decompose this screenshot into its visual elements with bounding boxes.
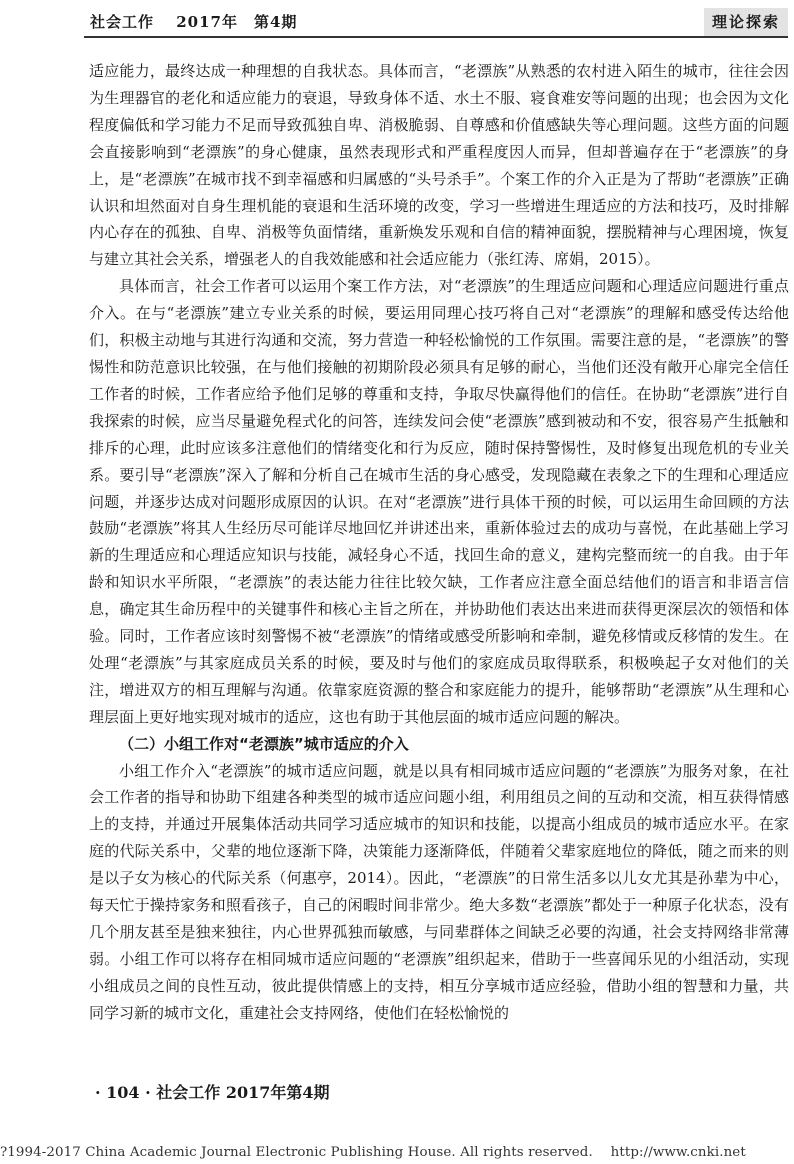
- copyright-line: ?1994-2017 China Academic Journal Electronic Publishing House. All rights reserved. http://www.cnki.net: [0, 1145, 746, 1160]
- paragraph-casework: 具体而言，社会工作者可以运用个案工作方法，对“老漂族”的生理适应问题和心理适应问题进行重点介入。在与“老漂族”建立专业关系的时候，要运用同理心技巧将自己对“老漂族”的理解和感受传达给他们，积极主动地与其进行沟通和交流，努力营造一种轻松愉悦的工作氛围。需要注意的是，“老漂族”的警惕性和防范意识比较强，在与他们接触的初期阶段必须具有足够的耐心，当他们还没有敞开心扉完全信任工作者的时候，工作者应给予他们足够的尊重和支持，争取尽快赢得他们的信任。在协助“老漂族”进行自我探索的时候，应当尽量避免程式化的问答，连续发问会使“老漂族”感到被动和不安，很容易产生抵触和排斥的心理，此时应该多注意他们的情绪变化和行为反应，随时保持警惕性，及时修复出现危机的专业关系。要引导“老漂族”深入了解和分析自己在城市生活的身心感受，发现隐藏在表象之下的生理和心理适应问题，并逐步达成对问题形成原因的认识。在对“老漂族”进行具体干预的时候，可以运用生命回顾的方法鼓励“老漂族”将其人生经历尽可能详尽地回忆并讲述出来，重新体验过去的成功与喜悦，在此基础上学习新的生理适应和心理适应知识与技能，减轻身心不适，找回生命的意义，建构完整而统一的自我。由于年龄和知识水平所限，“老漂族”的表达能力往往比较欠缺，工作者应注意全面总结他们的语言和非语言信息，确定其生命历程中的关键事件和核心主旨之所在，并协助他们表达出来进而获得更深层次的领悟和体验。同时，工作者应该时刻警惕不被“老漂族”的情绪或感受所影响和牵制，避免移情或反移情的发生。在处理“老漂族”与其家庭成员关系的时候，要及时与他们的家庭成员取得联系，积极唤起子女对他们的关注，增进双方的相互理解与沟通。依靠家庭资源的整合和家庭能力的提升，能够帮助“老漂族”从生理和心理层面上更好地实现对城市的适应，这也有助于其他层面的城市适应问题的解决。: [89, 277, 789, 726]
- section-heading: （二）小组工作对“老漂族”城市适应的介入: [119, 734, 409, 753]
- running-header: [84, 7, 788, 37]
- journal-issue-title: 社会工作 2017年 第4期: [90, 13, 298, 31]
- header-rule: [84, 36, 788, 38]
- article-body: [89, 58, 789, 1027]
- paragraph-continued: 适应能力，最终达成一种理想的自我状态。具体而言，“老漂族”从熟悉的农村进入陌生的城市，往往会因为生理器官的老化和适应能力的衰退，导致身体不适、水土不服、寝食难安等问题的出现；也会因为文化程度偏低和学习能力不足而导致孤独自卑、消极脆弱、自尊感和价值感缺失等心理问题。这些方面的问题会直接影响到“老漂族”的身心健康，虽然表现形式和严重程度因人而异，但却普遍存在于“老漂族”的身上，是“老漂族”在城市找不到幸福感和归属感的“头号杀手”。个案工作的介入正是为了帮助“老漂族”正确认识和坦然面对自身生理机能的衰退和生活环境的改变，学习一些增进生理适应的方法和技巧，及时排解内心存在的孤独、自卑、消极等负面情绪，重新焕发乐观和自信的精神面貌，摆脱精神与心理困境，恢复与建立其社会关系，增强老人的自我效能感和社会适应能力（张红涛、席娟，2015）。: [89, 62, 789, 269]
- section-label: 理论探索: [704, 8, 788, 36]
- paragraph-groupwork: 小组工作介入“老漂族”的城市适应问题，就是以具有相同城市适应问题的“老漂族”为服务对象，在社会工作者的指导和协助下组建各种类型的城市适应问题小组，利用组员之间的互动和交流，相互获得情感上的支持，并通过开展集体活动共同学习适应城市的知识和技能，以提高小组成员的城市适应水平。在家庭的代际关系中，父辈的地位逐渐下降，决策能力逐渐降低，伴随着父辈家庭地位的降低，随之而来的则是以子女为核心的代际关系（何惠亭，2014）。因此，“老漂族”的日常生活多以儿女尤其是孙辈为中心，每天忙于操持家务和照看孩子，自己的闲暇时间非常少。绝大多数“老漂族”都处于一种原子化状态，没有几个朋友甚至是独来独往，内心世界孤独而敏感，与同辈群体之间缺乏必要的沟通，社会支持网络非常薄弱。小组工作可以将存在相同城市适应问题的“老漂族”组织起来，借助于一些喜闻乐见的小组活动，实现小组成员之间的良性互动，彼此提供情感上的支持，相互分享城市适应经验，借助小组的智慧和力量，共同学习新的城市文化，重建社会支持网络，使他们在轻松愉悦的: [89, 761, 789, 1022]
- page-folio: · 104 · 社会工作 2017年第4期: [95, 1083, 330, 1102]
